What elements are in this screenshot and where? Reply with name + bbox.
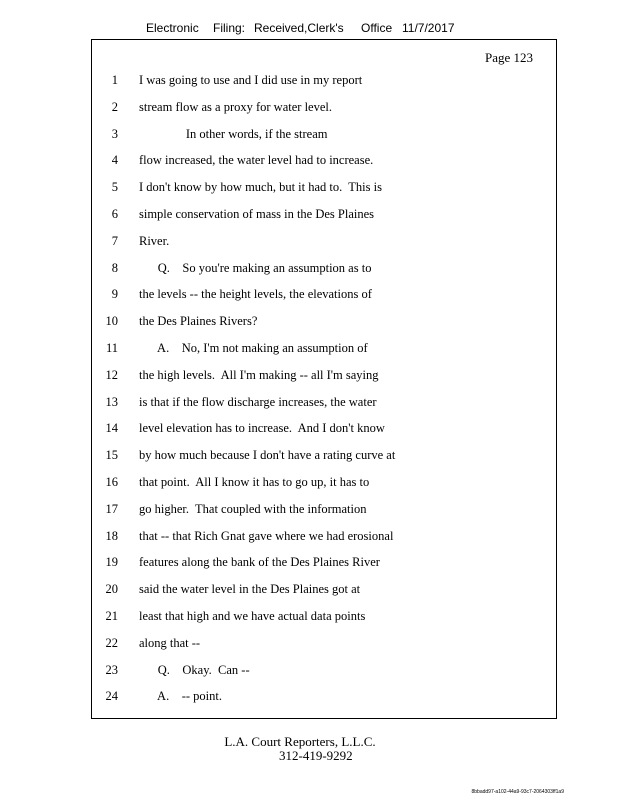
line-text: the levels -- the height levels, the elevations of — [139, 287, 372, 302]
line-text: that point. All I know it has to go up, it has to — [139, 475, 370, 489]
line-number: 10 — [105, 314, 118, 329]
line-text: simple conservation of mass in the Des Plaines — [139, 207, 375, 221]
line-text: by how much because I don't have a rating curve at — [139, 448, 396, 463]
header-date: 11/7/2017 — [402, 21, 455, 35]
line-text: I don't know by how much, but it had to. This is — [139, 180, 382, 195]
line-number: 9 — [111, 287, 118, 302]
line-number: 18 — [105, 528, 118, 543]
line-text: stream flow as a proxy for water level. — [139, 99, 332, 114]
line-text: In other words, if the stream — [139, 126, 328, 141]
header-received: Received,Clerk's — [254, 21, 344, 35]
line-number: 15 — [105, 448, 118, 463]
court-reporter-phone: 312-419-9292 — [279, 748, 353, 763]
line-number: 3 — [111, 126, 118, 141]
line-number: 23 — [105, 662, 118, 677]
header-electronic: Electronic — [146, 21, 199, 35]
line-number: 22 — [105, 635, 118, 650]
line-text: River. — [139, 233, 170, 248]
court-reporter-name: L.A. Court Reporters, L.L.C. — [224, 734, 376, 749]
line-text: A. -- point. — [139, 689, 222, 704]
line-number: 24 — [105, 689, 118, 704]
line-text: that -- that Rich Gnat gave where we had erosional — [139, 528, 394, 543]
line-number: 1 — [111, 73, 118, 87]
line-text: features along the bank of the Des Plaines River — [139, 555, 380, 570]
line-text: A. No, I'm not making an assumption of — [139, 341, 368, 355]
line-text: the Des Plaines Rivers? — [139, 314, 258, 329]
line-text: level elevation has to increase. And I don't know — [139, 421, 385, 436]
line-text: Q. So you're making an assumption as to — [139, 260, 372, 275]
line-text: I was going to use and I did use in my report — [139, 73, 363, 87]
header-filing: Filing: — [213, 21, 246, 35]
line-text: the high levels. All I'm making -- all I'm saying — [139, 367, 379, 382]
line-number: 4 — [111, 153, 118, 168]
line-number: 19 — [105, 555, 118, 570]
line-number: 8 — [111, 260, 118, 275]
line-number: 11 — [105, 341, 118, 355]
line-text: least that high and we have actual data points — [139, 609, 366, 623]
line-text: along that -- — [139, 635, 201, 650]
line-number: 17 — [105, 501, 118, 516]
line-number: 16 — [105, 475, 118, 489]
line-number: 6 — [111, 207, 118, 221]
line-number: 20 — [105, 582, 118, 597]
line-number: 13 — [105, 394, 118, 409]
line-text: said the water level in the Des Plaines got at — [139, 582, 361, 597]
line-text: flow increased, the water level had to increase. — [139, 153, 374, 168]
line-number: 12 — [105, 367, 118, 382]
line-text: is that if the flow discharge increases, the water — [139, 394, 377, 409]
document-id: 8bbadd97-a102-44a9-93c7-2064303ff1a9 — [471, 789, 564, 795]
line-text: go higher. That coupled with the information — [139, 501, 367, 516]
page-number: Page 123 — [484, 50, 533, 65]
line-number: 14 — [105, 421, 118, 436]
header-office: Office — [361, 21, 393, 35]
line-number: 21 — [105, 609, 118, 623]
line-number: 2 — [111, 99, 118, 114]
line-text: Q. Okay. Can -- — [139, 662, 250, 677]
line-number: 5 — [111, 180, 118, 195]
line-number: 7 — [111, 233, 118, 248]
